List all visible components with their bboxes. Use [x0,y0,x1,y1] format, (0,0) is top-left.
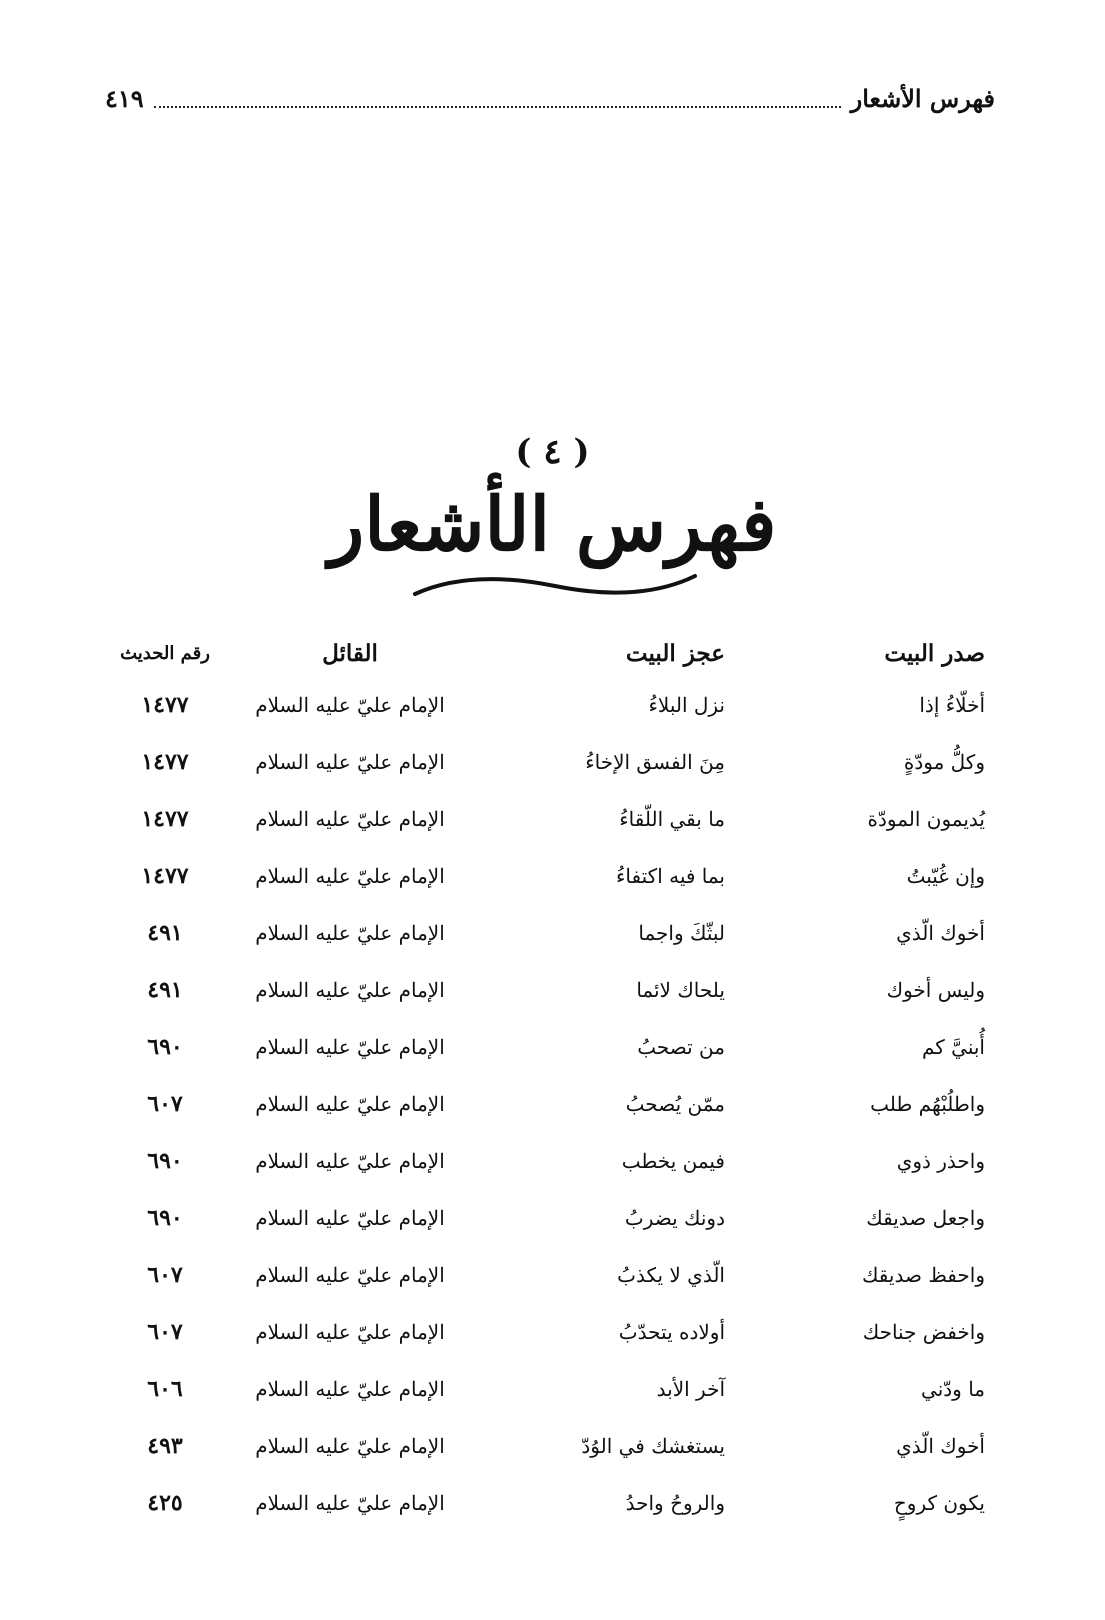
speaker-cell: الإمام عليّ عليه السلام [255,1034,445,1059]
table-row [105,1189,995,1246]
first-hemistich-cell: أُبنيَّ كم [921,1034,985,1059]
table-row [105,961,995,1018]
speaker-cell: الإمام عليّ عليه السلام [255,1376,445,1401]
table-row [105,676,995,733]
second-hemistich-cell: ممّن يُصحبُ [625,1091,725,1116]
hadith-number-cell: ٦٩٠ [147,1033,183,1060]
second-hemistich-cell: والروحُ واحدُ [625,1490,725,1515]
first-hemistich-cell: أخوك الّذي [896,1433,985,1458]
second-hemistich-cell: بما فيه اكتفاءُ [616,863,725,888]
index-number: ( ٤ ) [515,432,590,472]
table-row [105,847,995,904]
first-hemistich-cell: وكلُّ مودّةٍ [903,749,985,774]
table-header-row [105,630,995,676]
title-swash-ornament [410,564,700,604]
hadith-number-cell: ٤٢٥ [147,1489,183,1516]
second-hemistich-cell: الّذي لا يكذبُ [617,1262,725,1287]
table-row [105,1474,995,1531]
table-row [105,1417,995,1474]
speaker-cell: الإمام عليّ عليه السلام [255,1433,445,1458]
speaker-cell: الإمام عليّ عليه السلام [255,863,445,888]
hadith-number-cell: ٦٩٠ [147,1204,183,1231]
second-hemistich-cell: ما بقي اللّقاءُ [619,806,725,831]
speaker-cell: الإمام عليّ عليه السلام [255,806,445,831]
second-hemistich-cell: آخر الأبد [656,1376,725,1401]
second-hemistich-cell: لبثّكَ واجما [638,920,725,945]
table-row [105,733,995,790]
column-header-speaker: القائل [322,639,378,667]
first-hemistich-cell: واطلُبْهُم طلب [870,1091,985,1116]
speaker-cell: الإمام عليّ عليه السلام [255,1490,445,1515]
speaker-cell: الإمام عليّ عليه السلام [255,749,445,774]
first-hemistich-cell: ما ودّني [921,1376,985,1401]
second-hemistich-cell: يلحاك لائما [636,977,725,1002]
speaker-cell: الإمام عليّ عليه السلام [255,1205,445,1230]
second-hemistich-cell: يستغشك في الوُدّ [581,1433,725,1458]
speaker-cell: الإمام عليّ عليه السلام [255,920,445,945]
hadith-number-cell: ١٤٧٧ [141,748,189,775]
first-hemistich-cell: واحفظ صديقك [861,1262,985,1287]
table-row [105,1018,995,1075]
second-hemistich-cell: مِنَ الفسق الإخاءُ [585,749,725,774]
table-row [105,1303,995,1360]
column-header-second-hemistich: عجز البيت [625,639,725,667]
hadith-number-cell: ٤٩١ [147,919,183,946]
second-hemistich-cell: أولاده يتحدّبُ [618,1319,725,1344]
speaker-cell: الإمام عليّ عليه السلام [255,977,445,1002]
second-hemistich-cell: دونك يضربُ [624,1205,725,1230]
table-row [105,1132,995,1189]
index-title: فهرس الأشعار [328,482,777,568]
column-header-hadith-number: رقم الحديث [120,642,210,664]
hadith-number-cell: ١٤٧٧ [141,691,189,718]
first-hemistich-cell: واجعل صديقك [866,1205,985,1230]
first-hemistich-cell: يكون كروحٍ [893,1490,985,1515]
speaker-cell: الإمام عليّ عليه السلام [255,692,445,717]
speaker-cell: الإمام عليّ عليه السلام [255,1262,445,1287]
running-header [105,78,995,118]
first-hemistich-cell: واحذر ذوي [896,1148,985,1173]
running-header-title: فهرس الأشعار [850,83,995,113]
hadith-number-cell: ١٤٧٧ [141,805,189,832]
first-hemistich-cell: يُديمون المودّة [867,806,985,831]
hadith-number-cell: ٦٠٧ [147,1090,183,1117]
page-number: ٤١٩ [105,83,144,113]
second-hemistich-cell: من تصحبُ [637,1034,725,1059]
hadith-number-cell: ١٤٧٧ [141,862,189,889]
first-hemistich-cell: واخفض جناحك [862,1319,985,1344]
hadith-number-cell: ٦٠٦ [147,1375,183,1402]
table-row [105,904,995,961]
leader-dots [154,88,841,108]
poetry-index-table [105,630,995,1531]
hadith-number-cell: ٦٠٧ [147,1261,183,1288]
table-row [105,1360,995,1417]
table-row [105,1246,995,1303]
table-body [105,676,995,1531]
table-row [105,1075,995,1132]
column-header-first-hemistich: صدر البيت [884,639,985,667]
first-hemistich-cell: أخلّاءُ إذا [919,692,985,717]
second-hemistich-cell: فيمن يخطب [621,1148,725,1173]
speaker-cell: الإمام عليّ عليه السلام [255,1148,445,1173]
first-hemistich-cell: وليس أخوك [886,977,985,1002]
table-row [105,790,995,847]
second-hemistich-cell: نزل البلاءُ [648,692,725,717]
hadith-number-cell: ٦٠٧ [147,1318,183,1345]
first-hemistich-cell: وإن غُيّبتُ [906,863,985,888]
hadith-number-cell: ٤٩٣ [147,1432,183,1459]
speaker-cell: الإمام عليّ عليه السلام [255,1319,445,1344]
speaker-cell: الإمام عليّ عليه السلام [255,1091,445,1116]
hadith-number-cell: ٦٩٠ [147,1147,183,1174]
first-hemistich-cell: أخوك الّذي [896,920,985,945]
hadith-number-cell: ٤٩١ [147,976,183,1003]
